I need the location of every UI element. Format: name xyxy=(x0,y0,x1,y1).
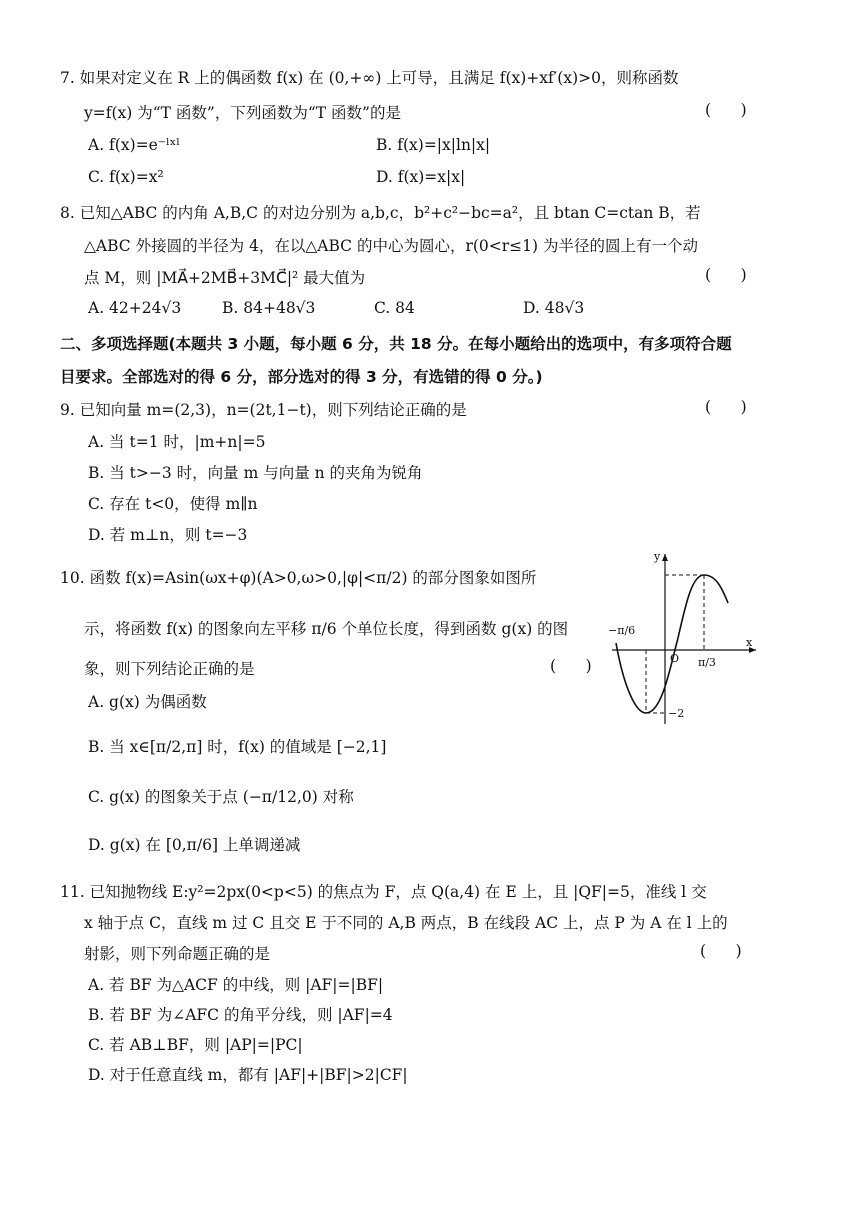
q8-stem-line2: △ABC 外接圆的半径为 4，在以△ABC 的中心为圆心，r(0<r≤1) 为半径的圆上有一个动 xyxy=(84,237,698,255)
q8-answer-paren: ( ) xyxy=(705,266,747,284)
q10-stem-line3: 象，则下列结论正确的是 xyxy=(84,660,255,678)
min-value-label: −2 xyxy=(668,707,685,720)
q10-stem-line1: 10. 函数 f(x)=Asin(ωx+φ)(A>0,ω>0,|φ|<π/2) 的部分图象如图所 xyxy=(60,569,537,587)
sine-curve xyxy=(616,575,728,713)
q11-answer-paren: ( ) xyxy=(700,942,742,960)
q11-option-c: C. 若 AB⊥BF，则 |AP|=|PC| xyxy=(88,1036,303,1054)
q10-option-c: C. g(x) 的图象关于点 (−π/12,0) 对称 xyxy=(88,788,354,806)
q10-function-graph xyxy=(606,548,762,728)
q8-stem-line3: 点 M，则 |MA⃗+2MB⃗+3MC⃗|² 最大值为 xyxy=(84,269,366,287)
section-heading-line1: 二、多项选择题(本题共 3 小题，每小题 6 分，共 18 分。在每小题给出的选项中，有多项符合题 xyxy=(60,335,732,353)
q7-answer-paren: ( ) xyxy=(705,101,747,119)
origin-label: O xyxy=(670,652,680,665)
y-axis-label: y xyxy=(654,550,661,563)
y-axis-arrow-icon xyxy=(662,554,668,561)
q7-option-c: C. f(x)=x² xyxy=(88,168,164,186)
q10-option-b: B. 当 x∈[π/2,π] 时，f(x) 的值域是 [−2,1] xyxy=(88,738,387,756)
q7-stem-line2: y=f(x) 为“T 函数”，下列函数为“T 函数”的是 xyxy=(84,104,401,122)
q10-option-d: D. g(x) 在 [0,π/6] 上单调递减 xyxy=(88,836,301,854)
q9-option-c: C. 存在 t<0，使得 m∥n xyxy=(88,495,258,513)
q7-option-b: B. f(x)=|x|ln|x| xyxy=(376,136,491,154)
pos-tick-label: π/3 xyxy=(698,656,716,669)
q11-stem-line1: 11. 已知抛物线 E:y²=2px(0<p<5) 的焦点为 F，点 Q(a,4) 在 E 上，且 |QF|=5，准线 l 交 xyxy=(60,883,707,901)
q8-option-c: C. 84 xyxy=(374,299,415,317)
q10-answer-paren: ( ) xyxy=(550,657,592,675)
q10-option-a: A. g(x) 为偶函数 xyxy=(88,693,207,711)
q9-option-d: D. 若 m⊥n，则 t=−3 xyxy=(88,526,248,544)
q9-answer-paren: ( ) xyxy=(705,398,747,416)
q11-stem-line3: 射影，则下列命题正确的是 xyxy=(84,945,271,963)
q11-option-a: A. 若 BF 为△ACF 的中线，则 |AF|=|BF| xyxy=(88,976,384,994)
q7-option-d: D. f(x)=x|x| xyxy=(376,168,466,186)
q11-stem-line2: x 轴于点 C，直线 m 过 C 且交 E 于不同的 A,B 两点，B 在线段 AC 上，点 P 为 A 在 l 上的 xyxy=(84,914,728,932)
neg-tick-label: −π/6 xyxy=(608,624,636,637)
q9-option-b: B. 当 t>−3 时，向量 m 与向量 n 的夹角为锐角 xyxy=(88,464,423,482)
q7-stem-line1: 7. 如果对定义在 R 上的偶函数 f(x) 在 (0,+∞) 上可导，且满足 f(x)+xf′(x)>0，则称函数 xyxy=(60,69,679,87)
q8-option-a: A. 42+24√3 xyxy=(88,299,182,317)
q9-stem: 9. 已知向量 m=(2,3)，n=(2t,1−t)，则下列结论正确的是 xyxy=(60,401,467,419)
q8-option-b: B. 84+48√3 xyxy=(222,299,316,317)
q10-stem-line2: 示，将函数 f(x) 的图象向左平移 π/6 个单位长度，得到函数 g(x) 的图 xyxy=(84,620,569,638)
q8-option-d: D. 48√3 xyxy=(523,299,585,317)
x-axis-label: x xyxy=(746,636,753,649)
q7-option-a: A. f(x)=e⁻ˡˣˡ xyxy=(88,136,181,154)
q11-option-d: D. 对于任意直线 m，都有 |AF|+|BF|>2|CF| xyxy=(88,1066,408,1084)
section-heading-line2: 目要求。全部选对的得 6 分，部分选对的得 3 分，有选错的得 0 分。) xyxy=(60,368,543,386)
q9-option-a: A. 当 t=1 时，|m+n|=5 xyxy=(88,433,266,451)
q8-stem-line1: 8. 已知△ABC 的内角 A,B,C 的对边分别为 a,b,c，b²+c²−bc=a²，且 btan C=ctan B，若 xyxy=(60,204,701,222)
q11-option-b: B. 若 BF 为∠AFC 的角平分线，则 |AF|=4 xyxy=(88,1006,393,1024)
